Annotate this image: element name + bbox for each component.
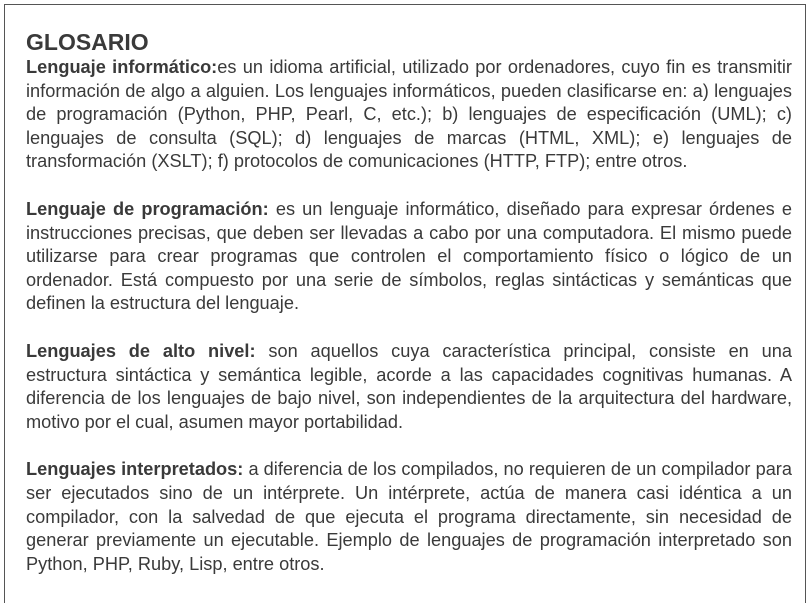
glossary-term: Lenguaje de programación:: [26, 198, 269, 219]
glossary-entry-lenguajes-interpretados: [26, 458, 792, 576]
glossary-term: Lenguajes de alto nivel:: [26, 340, 256, 361]
glossary-definition: es un lenguaje informático, diseñado para expresar órdenes e instrucciones precisas, que deben ser llevadas a cabo por una computadora. El mismo puede utilizarse para crear programas que controlen el comportamiento físico o lógico de un ordenador. Está compuesto por una serie de símbolos, reglas sintácticas y semánticas que definen la estructura del lenguaje.: [26, 198, 792, 314]
glossary-entry-lenguaje-informatico: [26, 56, 792, 174]
glossary-definition: es un idioma artificial, utilizado por ordenadores, cuyo fin es transmitir información de algo a alguien. Los lenguajes informáticos, pueden clasificarse en: a) lenguajes de programación (Python, PHP, Pearl, C, etc.); b) lenguajes de especificación (UML); c) lenguajes de consulta (SQL); d) lenguajes de marcas (HTML, XML); e) lenguajes de transformación (XSLT); f) protocolos de comunicaciones (HTTP, FTP); entre otros.: [26, 57, 792, 172]
glossary-entry-lenguajes-de-alto-nivel: [26, 340, 792, 434]
glossary-frame: [4, 4, 806, 603]
glossary-term: Lenguajes interpretados:: [26, 459, 244, 480]
glossary-term: Lenguaje informático:: [26, 57, 218, 77]
glossary-entry-lenguaje-de-programacion: [26, 198, 792, 316]
glossary-definition: a diferencia de los compilados, no requieren de un compilador para ser ejecutados sino de un intérprete. Un intérprete, actúa de manera casi idéntica a un compilador, con la salvedad de que ejecuta el programa directamente, sin necesidad de generar previamente un ejecutable. Ejemplo de lenguajes de programación interpretado son Python, PHP, Ruby, Lisp, entre otros.: [26, 459, 792, 574]
glossary-content: [26, 29, 792, 600]
glossary-definition: son aquellos cuya característica principal, consiste en una estructura sintáctica y semántica legible, acorde a las capacidades cognitivas humanas. A diferencia de los lenguajes de bajo nivel, son independientes de la arquitectura del hardware, motivo por el cual, asumen mayor portabilidad.: [26, 340, 792, 432]
glossary-title: GLOSARIO: [26, 29, 149, 55]
